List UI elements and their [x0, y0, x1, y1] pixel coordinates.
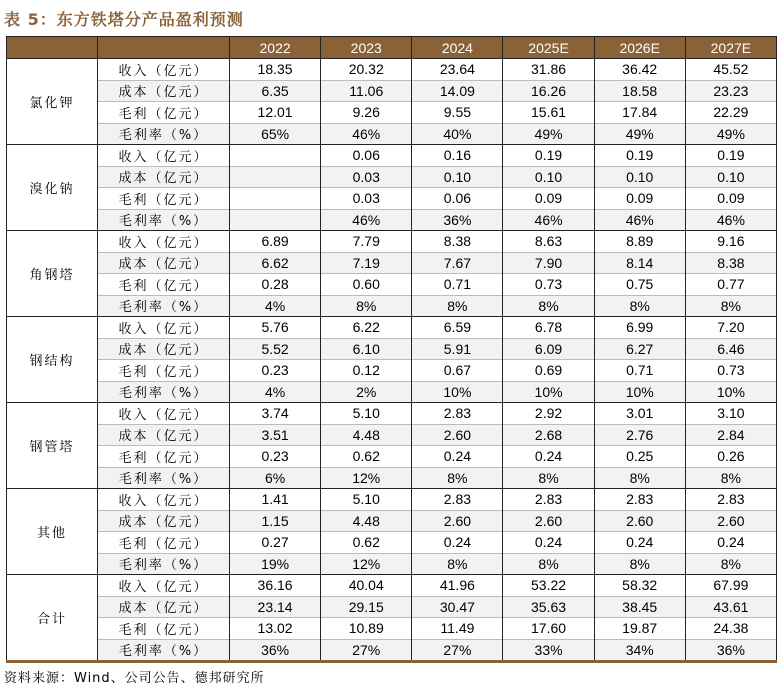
value-cell: 0.06 — [321, 145, 412, 167]
value-cell: 19.87 — [594, 618, 685, 640]
value-cell: 8% — [685, 467, 776, 489]
value-cell: 46% — [503, 209, 594, 231]
metric-label: 毛利率（%） — [98, 553, 230, 575]
metric-label: 成本（亿元） — [98, 510, 230, 532]
table-row — [7, 575, 777, 597]
table-row — [7, 252, 777, 274]
header-blank-metric — [98, 37, 230, 59]
table-row — [7, 80, 777, 102]
value-cell: 2.83 — [594, 489, 685, 511]
value-cell: 0.71 — [594, 360, 685, 382]
metric-label: 毛利（亿元） — [98, 274, 230, 296]
product-group-label: 合计 — [7, 575, 98, 662]
header-row — [7, 37, 777, 59]
table-row — [7, 338, 777, 360]
value-cell: 12.01 — [230, 102, 321, 124]
metric-label: 成本（亿元） — [98, 80, 230, 102]
value-cell: 9.26 — [321, 102, 412, 124]
product-group-label: 钢管塔 — [7, 403, 98, 489]
value-cell — [230, 188, 321, 210]
value-cell: 7.20 — [685, 317, 776, 339]
value-cell: 0.24 — [412, 446, 503, 468]
value-cell: 65% — [230, 123, 321, 145]
table-row — [7, 553, 777, 575]
metric-label: 成本（亿元） — [98, 252, 230, 274]
value-cell: 5.76 — [230, 317, 321, 339]
value-cell: 6.27 — [594, 338, 685, 360]
value-cell: 49% — [594, 123, 685, 145]
product-group-label: 其他 — [7, 489, 98, 575]
value-cell: 8.14 — [594, 252, 685, 274]
value-cell: 8% — [412, 467, 503, 489]
value-cell: 8% — [594, 295, 685, 317]
value-cell: 41.96 — [412, 575, 503, 597]
value-cell: 0.71 — [412, 274, 503, 296]
value-cell: 2.60 — [503, 510, 594, 532]
value-cell: 36% — [230, 639, 321, 662]
value-cell: 8.89 — [594, 231, 685, 253]
value-cell: 8% — [503, 295, 594, 317]
value-cell: 36% — [412, 209, 503, 231]
value-cell: 0.09 — [503, 188, 594, 210]
value-cell: 8% — [321, 295, 412, 317]
value-cell: 0.75 — [594, 274, 685, 296]
value-cell: 17.84 — [594, 102, 685, 124]
metric-label: 收入（亿元） — [98, 145, 230, 167]
metric-label: 收入（亿元） — [98, 231, 230, 253]
value-cell: 8.38 — [685, 252, 776, 274]
value-cell: 1.41 — [230, 489, 321, 511]
header-year: 2025E — [503, 37, 594, 59]
metric-label: 毛利率（%） — [98, 295, 230, 317]
value-cell: 0.67 — [412, 360, 503, 382]
value-cell: 14.09 — [412, 80, 503, 102]
header-year: 2022 — [230, 37, 321, 59]
value-cell: 1.15 — [230, 510, 321, 532]
value-cell: 3.01 — [594, 403, 685, 425]
metric-label: 毛利率（%） — [98, 639, 230, 662]
metric-label: 成本（亿元） — [98, 166, 230, 188]
metric-label: 收入（亿元） — [98, 403, 230, 425]
metric-label: 毛利率（%） — [98, 123, 230, 145]
table-row — [7, 123, 777, 145]
value-cell: 19% — [230, 553, 321, 575]
value-cell: 0.26 — [685, 446, 776, 468]
value-cell: 0.77 — [685, 274, 776, 296]
metric-label: 毛利率（%） — [98, 467, 230, 489]
value-cell: 10% — [412, 381, 503, 403]
value-cell: 0.62 — [321, 446, 412, 468]
value-cell: 8% — [594, 467, 685, 489]
value-cell: 0.10 — [685, 166, 776, 188]
table-row — [7, 145, 777, 167]
value-cell: 11.49 — [412, 618, 503, 640]
value-cell: 6.35 — [230, 80, 321, 102]
value-cell: 2.60 — [412, 510, 503, 532]
metric-label: 成本（亿元） — [98, 424, 230, 446]
value-cell: 29.15 — [321, 596, 412, 618]
value-cell: 0.73 — [685, 360, 776, 382]
product-group-label: 角钢塔 — [7, 231, 98, 317]
value-cell — [230, 209, 321, 231]
value-cell: 0.19 — [685, 145, 776, 167]
value-cell: 0.24 — [503, 532, 594, 554]
value-cell: 12% — [321, 467, 412, 489]
profit-forecast-table — [6, 36, 777, 663]
value-cell: 2.92 — [503, 403, 594, 425]
metric-label: 毛利率（%） — [98, 209, 230, 231]
value-cell: 8% — [503, 467, 594, 489]
value-cell: 11.06 — [321, 80, 412, 102]
value-cell: 8% — [503, 553, 594, 575]
metric-label: 毛利（亿元） — [98, 360, 230, 382]
value-cell: 53.22 — [503, 575, 594, 597]
header-blank-group — [7, 37, 98, 59]
table-row — [7, 403, 777, 425]
table-row — [7, 166, 777, 188]
value-cell: 36.42 — [594, 59, 685, 81]
table-row — [7, 360, 777, 382]
value-cell: 6.10 — [321, 338, 412, 360]
value-cell: 4% — [230, 295, 321, 317]
value-cell: 6.09 — [503, 338, 594, 360]
metric-label: 收入（亿元） — [98, 317, 230, 339]
product-group-label: 氯化钾 — [7, 59, 98, 145]
value-cell: 6.89 — [230, 231, 321, 253]
value-cell: 5.91 — [412, 338, 503, 360]
source-note: 资料来源：Wind、公司公告、德邦研究所 — [4, 671, 265, 686]
value-cell: 5.10 — [321, 403, 412, 425]
value-cell: 0.19 — [594, 145, 685, 167]
table-row — [7, 295, 777, 317]
value-cell: 4% — [230, 381, 321, 403]
value-cell: 46% — [321, 209, 412, 231]
table-row — [7, 510, 777, 532]
value-cell: 35.63 — [503, 596, 594, 618]
value-cell: 0.10 — [503, 166, 594, 188]
value-cell: 0.09 — [594, 188, 685, 210]
value-cell: 30.47 — [412, 596, 503, 618]
value-cell: 18.58 — [594, 80, 685, 102]
value-cell: 6% — [230, 467, 321, 489]
header-year: 2024 — [412, 37, 503, 59]
value-cell: 4.48 — [321, 510, 412, 532]
value-cell: 6.46 — [685, 338, 776, 360]
value-cell: 0.16 — [412, 145, 503, 167]
value-cell: 0.73 — [503, 274, 594, 296]
value-cell: 49% — [503, 123, 594, 145]
value-cell: 6.99 — [594, 317, 685, 339]
table-row — [7, 102, 777, 124]
value-cell: 46% — [685, 209, 776, 231]
product-group-label: 钢结构 — [7, 317, 98, 403]
value-cell: 34% — [594, 639, 685, 662]
value-cell: 23.64 — [412, 59, 503, 81]
value-cell: 2.84 — [685, 424, 776, 446]
value-cell: 5.52 — [230, 338, 321, 360]
value-cell: 13.02 — [230, 618, 321, 640]
metric-label: 毛利（亿元） — [98, 618, 230, 640]
table-row — [7, 424, 777, 446]
value-cell: 40.04 — [321, 575, 412, 597]
value-cell: 2.83 — [503, 489, 594, 511]
metric-label: 成本（亿元） — [98, 338, 230, 360]
value-cell: 8% — [594, 553, 685, 575]
value-cell: 24.38 — [685, 618, 776, 640]
value-cell: 8% — [685, 553, 776, 575]
value-cell: 45.52 — [685, 59, 776, 81]
table-row — [7, 446, 777, 468]
value-cell: 0.10 — [594, 166, 685, 188]
value-cell: 10.89 — [321, 618, 412, 640]
value-cell: 0.09 — [685, 188, 776, 210]
value-cell: 46% — [594, 209, 685, 231]
value-cell — [230, 145, 321, 167]
header-year: 2023 — [321, 37, 412, 59]
value-cell: 8% — [685, 295, 776, 317]
value-cell: 27% — [321, 639, 412, 662]
table-row — [7, 639, 777, 662]
value-cell: 10% — [594, 381, 685, 403]
value-cell: 0.23 — [230, 360, 321, 382]
value-cell: 22.29 — [685, 102, 776, 124]
table-title: 表 5：东方铁塔分产品盈利预测 — [4, 10, 244, 29]
value-cell: 0.69 — [503, 360, 594, 382]
table-row — [7, 381, 777, 403]
value-cell: 3.10 — [685, 403, 776, 425]
table-row — [7, 59, 777, 81]
value-cell: 20.32 — [321, 59, 412, 81]
value-cell: 0.25 — [594, 446, 685, 468]
value-cell: 7.67 — [412, 252, 503, 274]
value-cell: 23.23 — [685, 80, 776, 102]
value-cell: 2% — [321, 381, 412, 403]
value-cell: 0.03 — [321, 188, 412, 210]
value-cell: 2.60 — [412, 424, 503, 446]
table-row — [7, 618, 777, 640]
value-cell: 0.27 — [230, 532, 321, 554]
metric-label: 毛利（亿元） — [98, 532, 230, 554]
value-cell: 31.86 — [503, 59, 594, 81]
value-cell: 0.60 — [321, 274, 412, 296]
value-cell: 0.06 — [412, 188, 503, 210]
header-year: 2026E — [594, 37, 685, 59]
table-row — [7, 532, 777, 554]
value-cell: 0.24 — [594, 532, 685, 554]
metric-label: 毛利率（%） — [98, 381, 230, 403]
table-row — [7, 317, 777, 339]
value-cell: 2.60 — [594, 510, 685, 532]
value-cell: 3.51 — [230, 424, 321, 446]
value-cell: 9.16 — [685, 231, 776, 253]
value-cell: 33% — [503, 639, 594, 662]
value-cell: 4.48 — [321, 424, 412, 446]
value-cell: 6.59 — [412, 317, 503, 339]
table-row — [7, 274, 777, 296]
value-cell: 8.63 — [503, 231, 594, 253]
value-cell: 3.74 — [230, 403, 321, 425]
value-cell: 8% — [412, 553, 503, 575]
value-cell: 12% — [321, 553, 412, 575]
value-cell: 18.35 — [230, 59, 321, 81]
value-cell: 49% — [685, 123, 776, 145]
value-cell: 10% — [503, 381, 594, 403]
value-cell: 8% — [412, 295, 503, 317]
value-cell: 2.60 — [685, 510, 776, 532]
value-cell: 2.83 — [685, 489, 776, 511]
header-year: 2027E — [685, 37, 776, 59]
value-cell: 0.28 — [230, 274, 321, 296]
table-row — [7, 231, 777, 253]
value-cell: 6.62 — [230, 252, 321, 274]
metric-label: 毛利（亿元） — [98, 446, 230, 468]
value-cell: 40% — [412, 123, 503, 145]
value-cell: 0.19 — [503, 145, 594, 167]
value-cell: 38.45 — [594, 596, 685, 618]
value-cell: 15.61 — [503, 102, 594, 124]
value-cell: 46% — [321, 123, 412, 145]
table-row — [7, 188, 777, 210]
value-cell: 0.24 — [412, 532, 503, 554]
value-cell: 67.99 — [685, 575, 776, 597]
value-cell: 2.76 — [594, 424, 685, 446]
metric-label: 收入（亿元） — [98, 59, 230, 81]
value-cell: 2.68 — [503, 424, 594, 446]
value-cell — [230, 166, 321, 188]
value-cell: 6.78 — [503, 317, 594, 339]
value-cell: 5.10 — [321, 489, 412, 511]
value-cell: 58.32 — [594, 575, 685, 597]
value-cell: 16.26 — [503, 80, 594, 102]
metric-label: 成本（亿元） — [98, 596, 230, 618]
value-cell: 36% — [685, 639, 776, 662]
metric-label: 毛利（亿元） — [98, 188, 230, 210]
table-row — [7, 596, 777, 618]
value-cell: 0.24 — [685, 532, 776, 554]
value-cell: 7.19 — [321, 252, 412, 274]
value-cell: 2.83 — [412, 403, 503, 425]
table-row — [7, 209, 777, 231]
value-cell: 0.62 — [321, 532, 412, 554]
value-cell: 10% — [685, 381, 776, 403]
metric-label: 收入（亿元） — [98, 489, 230, 511]
value-cell: 7.79 — [321, 231, 412, 253]
value-cell: 0.24 — [503, 446, 594, 468]
value-cell: 8.38 — [412, 231, 503, 253]
product-group-label: 溴化钠 — [7, 145, 98, 231]
value-cell: 0.12 — [321, 360, 412, 382]
value-cell: 36.16 — [230, 575, 321, 597]
value-cell: 0.03 — [321, 166, 412, 188]
value-cell: 43.61 — [685, 596, 776, 618]
metric-label: 收入（亿元） — [98, 575, 230, 597]
value-cell: 6.22 — [321, 317, 412, 339]
value-cell: 0.23 — [230, 446, 321, 468]
value-cell: 17.60 — [503, 618, 594, 640]
table-row — [7, 489, 777, 511]
table-row — [7, 467, 777, 489]
value-cell: 0.10 — [412, 166, 503, 188]
value-cell: 2.83 — [412, 489, 503, 511]
value-cell: 23.14 — [230, 596, 321, 618]
value-cell: 27% — [412, 639, 503, 662]
value-cell: 7.90 — [503, 252, 594, 274]
value-cell: 9.55 — [412, 102, 503, 124]
metric-label: 毛利（亿元） — [98, 102, 230, 124]
